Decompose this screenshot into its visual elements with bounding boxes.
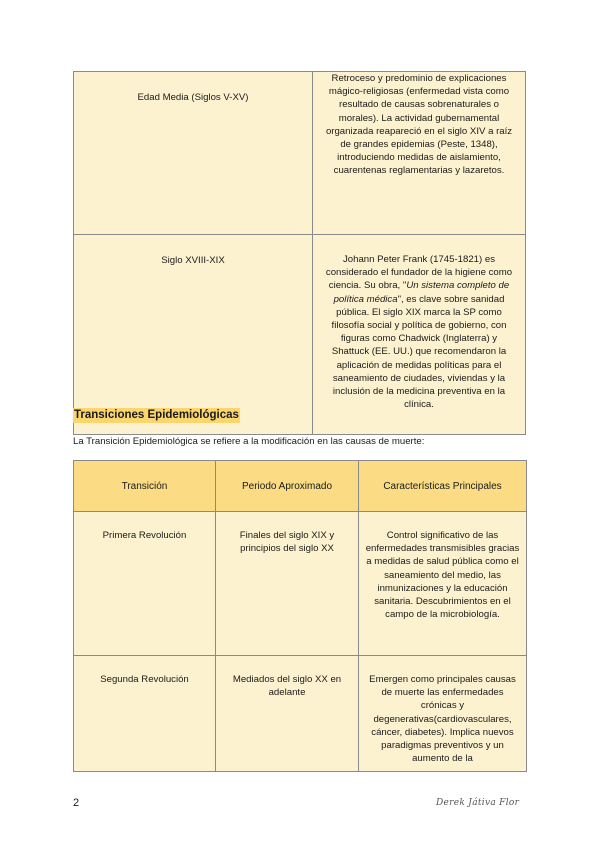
- column-header: Características Principales: [359, 461, 527, 512]
- book-title: Un sistema completo de política médica: [333, 280, 510, 305]
- description-cell: Retroceso y predominio de explicaciones mágico-religiosas (enfermedad vista como resultado de causas sobrenaturales o morales). La actividad gubernamental organizada reapareció en el siglo XIV a raíz de grandes epidemias (Peste, 1348), introduciendo medidas de aislamiento, cuarentenas reglamentarias y lazaretos.: [313, 72, 526, 235]
- table-row: [74, 656, 527, 772]
- author-name: Derek Játiva Flor: [436, 798, 520, 808]
- table-row: [74, 512, 527, 656]
- transition-cell: Primera Revolución: [74, 512, 216, 656]
- history-table: [73, 71, 526, 435]
- page-number: 2: [73, 797, 80, 809]
- section-heading: Transiciones Epidemiológicas: [74, 409, 239, 421]
- section-intro: La Transición Epidemiológica se refiere a la modificación en las causas de muerte:: [73, 436, 425, 447]
- description-text: ", es clave sobre sanidad pública. El siglo XIX marca la SP como filosofía social y política de gobierno, con figuras como Chadwick (Inglaterra) y Shattuck (EE. UU.) que recomendaron la aplicación de medidas políticas para el saneamiento de ciudades, viviendas y la inclusión de la medicina preventiva en la clínica.: [331, 293, 507, 411]
- transition-cell: Segunda Revolución: [74, 656, 216, 772]
- period-cell: Edad Media (Siglos V-XV): [74, 72, 313, 235]
- column-header: Transición: [74, 461, 216, 512]
- period-cell: Finales del siglo XIX y principios del siglo XX: [216, 512, 359, 656]
- characteristics-cell: Emergen como principales causas de muerte las enfermedades crónicas y degenerativas(cardiovasculares, cáncer, diabetes). Implica nuevos paradigmas preventivos y un aumento de la: [359, 656, 527, 772]
- table-row: [74, 72, 526, 235]
- column-header: Periodo Aproximado: [216, 461, 359, 512]
- table-row: [74, 235, 526, 435]
- transitions-table: [73, 460, 527, 772]
- description-text: Johann Peter Frank (1745-1821) es considerado el fundador de la higiene como ciencia. Su obra, ": [325, 254, 513, 292]
- characteristics-cell: Control significativo de las enfermedades transmisibles gracias a medidas de salud pública como el saneamiento del medio, las inmunizaciones y la educación sanitaria. Descubrimientos en el campo de la microbiología.: [359, 512, 527, 656]
- period-cell: Mediados del siglo XX en adelante: [216, 656, 359, 772]
- description-cell: [313, 235, 526, 435]
- period-cell: Siglo XVIII-XIX: [74, 235, 313, 435]
- table-header-row: [74, 461, 527, 512]
